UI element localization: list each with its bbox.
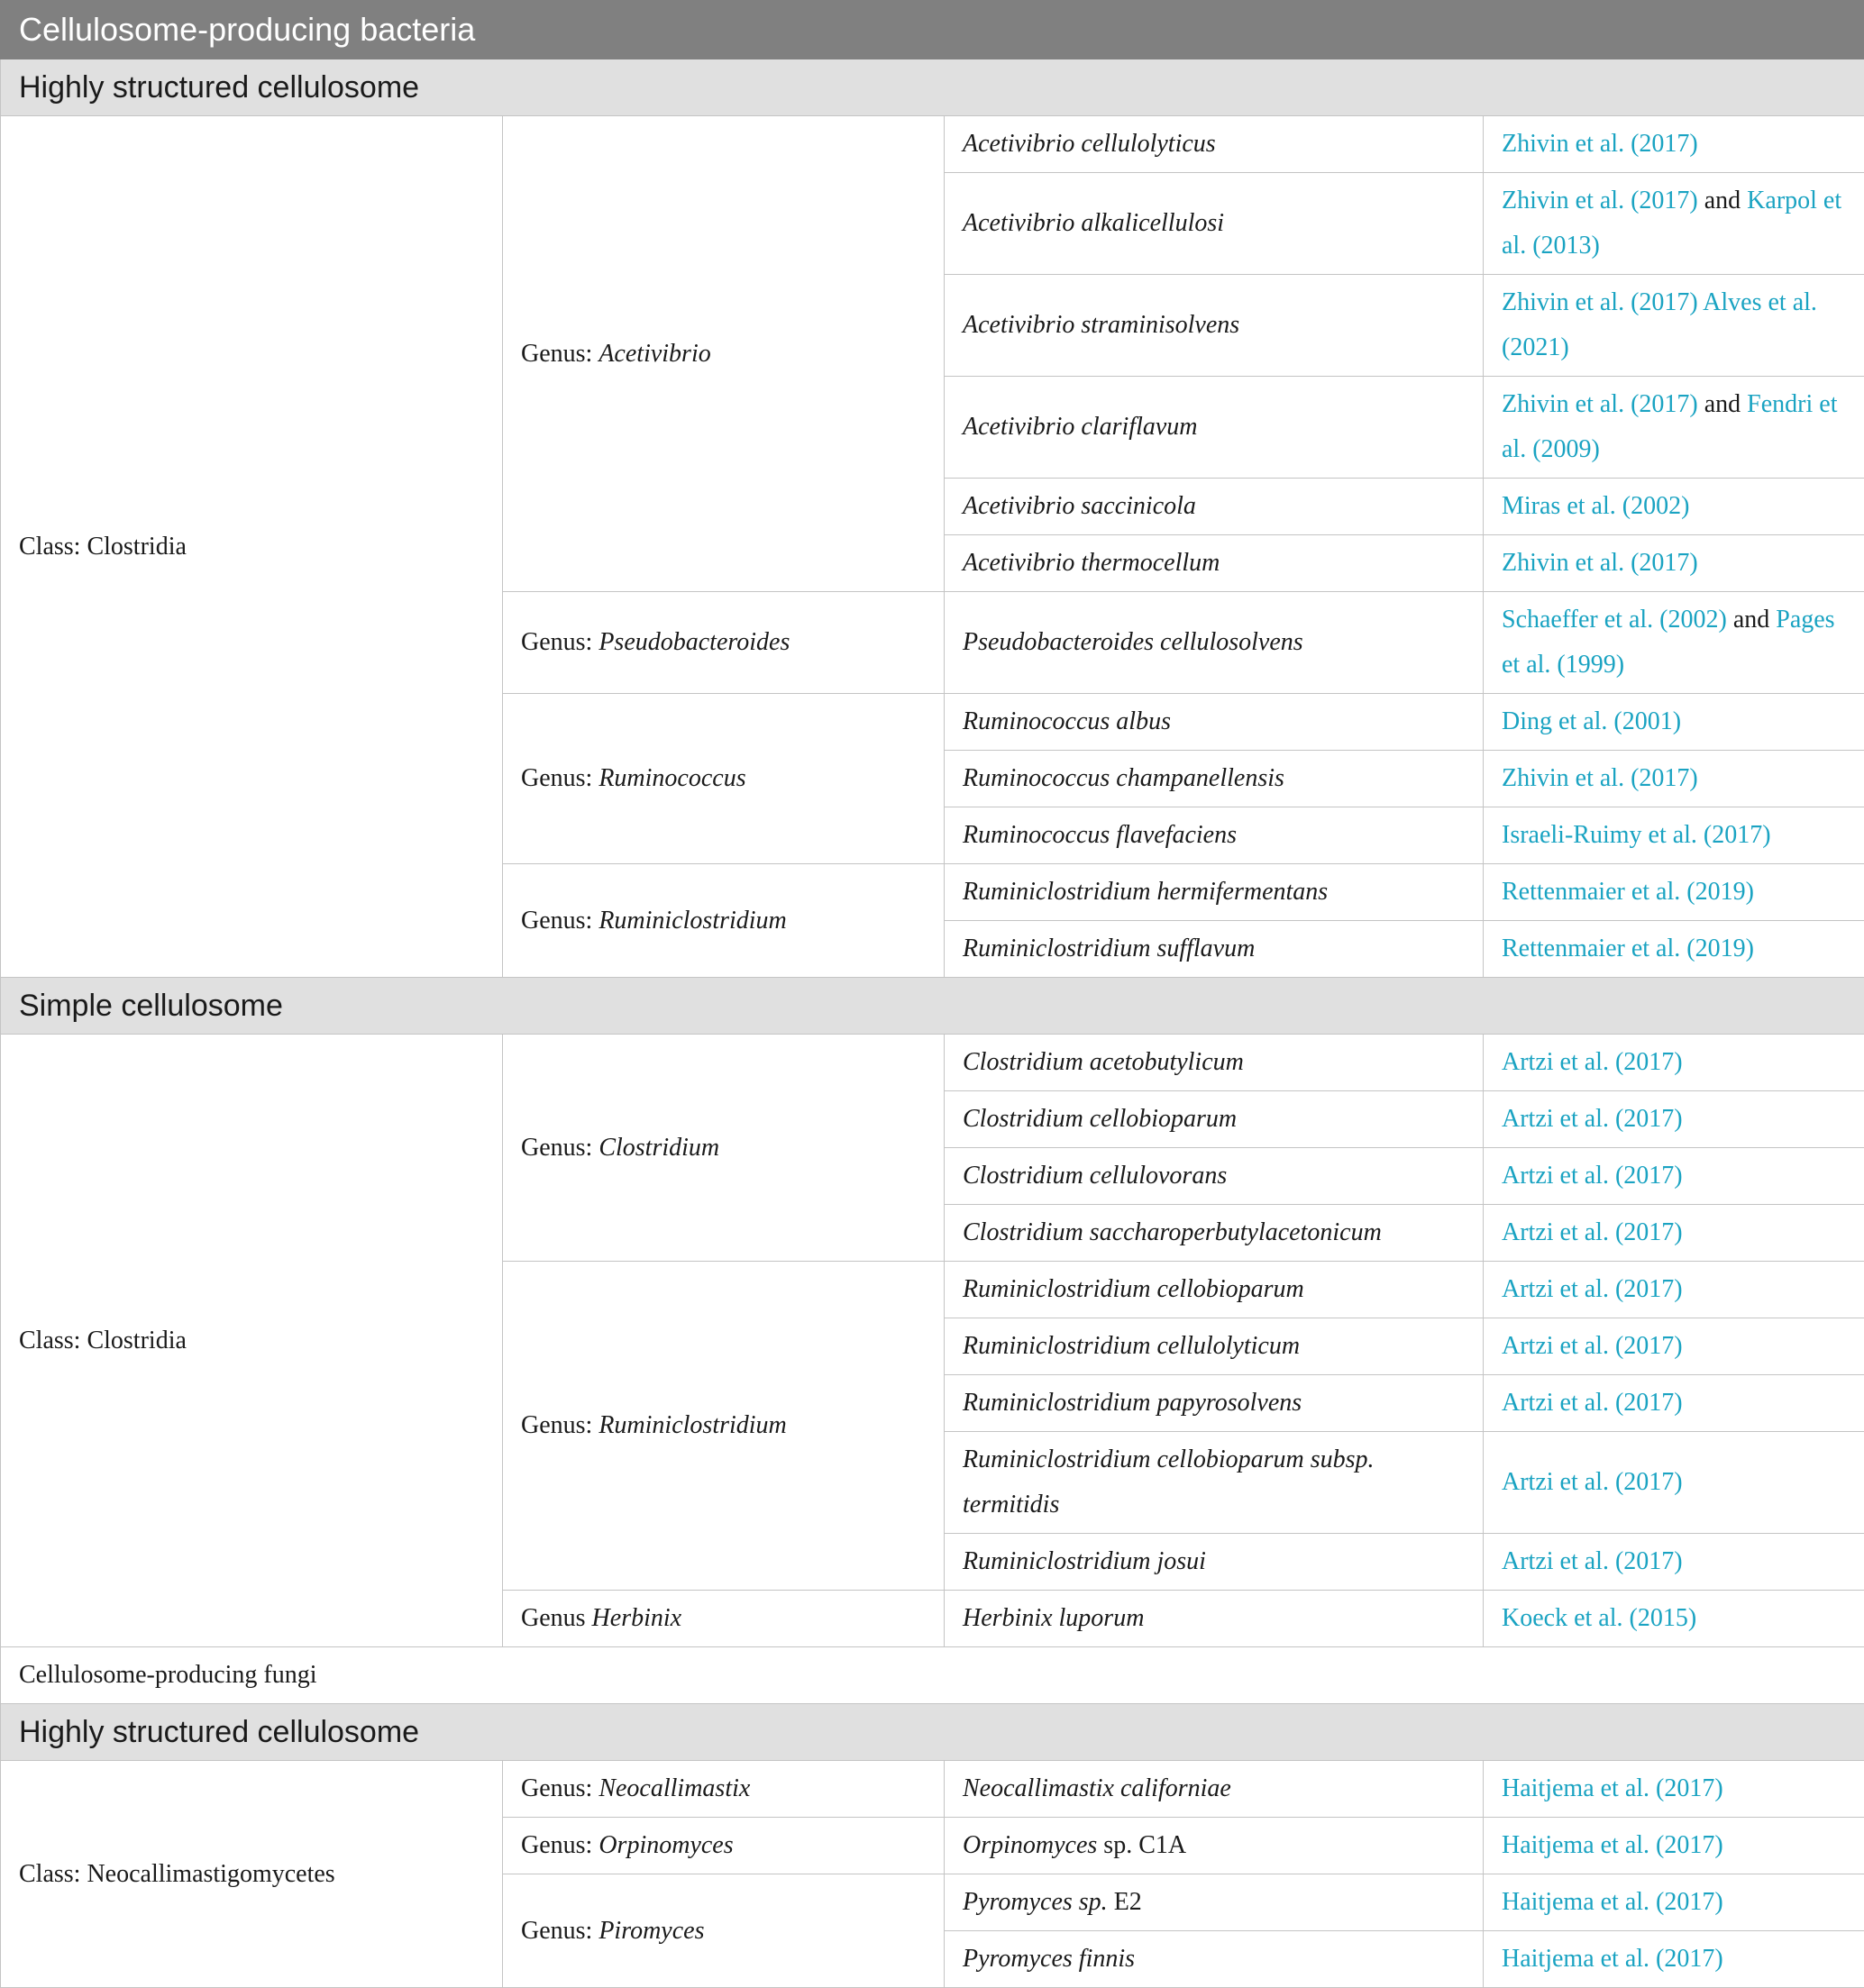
species-cell: Ruminococcus flavefaciens	[945, 807, 1484, 864]
genus-name: Clostridium	[598, 1134, 719, 1162]
species-cell: Clostridium cellulovorans	[945, 1148, 1484, 1205]
genus-name: Acetivibrio	[598, 340, 710, 368]
species-cell: Acetivibrio alkalicellulosi	[945, 173, 1484, 275]
reference-link[interactable]: Zhivin et al. (2017) Alves et al. (2021)	[1502, 288, 1817, 361]
reference-cell	[1484, 694, 1864, 751]
reference-cell	[1484, 864, 1864, 921]
reference-cell	[1484, 1432, 1864, 1534]
class-cell: Class: Clostridia	[1, 1035, 503, 1647]
reference-link[interactable]: Artzi et al. (2017)	[1502, 1332, 1683, 1360]
reference-cell	[1484, 1205, 1864, 1262]
reference-cell	[1484, 1874, 1864, 1931]
genus-name: Orpinomyces	[598, 1831, 733, 1859]
species-cell: Acetivibrio straminisolvens	[945, 275, 1484, 377]
reference-cell	[1484, 479, 1864, 535]
genus-name: Piromyces	[598, 1917, 704, 1945]
reference-cell	[1484, 116, 1864, 173]
reference-link[interactable]: Miras et al. (2002)	[1502, 492, 1689, 520]
species-cell: Acetivibrio clariflavum	[945, 377, 1484, 479]
reference-link[interactable]: Artzi et al. (2017)	[1502, 1218, 1683, 1246]
reference-link[interactable]: Schaeffer et al. (2002)	[1502, 606, 1727, 634]
reference-link[interactable]: Haitjema et al. (2017)	[1502, 1831, 1723, 1859]
reference-cell: Schaeffer et al. (2002) and Pages et al. (1999)	[1484, 592, 1864, 694]
reference-link[interactable]: Ding et al. (2001)	[1502, 707, 1681, 735]
reference-link[interactable]: Artzi et al. (2017)	[1502, 1547, 1683, 1575]
species-cell: Pyromyces sp. E2	[945, 1874, 1484, 1931]
species-cell: Ruminiclostridium cellobioparum	[945, 1262, 1484, 1318]
reference-link[interactable]: Zhivin et al. (2017)	[1502, 549, 1698, 577]
reference-link[interactable]: Koeck et al. (2015)	[1502, 1604, 1696, 1632]
reference-link[interactable]: Artzi et al. (2017)	[1502, 1162, 1683, 1190]
genus-name: Ruminiclostridium	[598, 907, 786, 935]
reference-link[interactable]: Artzi et al. (2017)	[1502, 1048, 1683, 1076]
reference-cell	[1484, 275, 1864, 377]
species-cell: Ruminococcus albus	[945, 694, 1484, 751]
species-cell: Acetivibrio thermocellum	[945, 535, 1484, 592]
species-cell: Herbinix luporum	[945, 1591, 1484, 1647]
genus-cell: Genus: Piromyces	[503, 1874, 945, 1988]
species-cell: Neocallimastix californiae	[945, 1761, 1484, 1818]
reference-link[interactable]: Rettenmaier et al. (2019)	[1502, 935, 1754, 962]
reference-cell	[1484, 535, 1864, 592]
reference-link[interactable]: Zhivin et al. (2017)	[1502, 764, 1698, 792]
genus-cell: Genus: Neocallimastix	[503, 1761, 945, 1818]
reference-link[interactable]: Zhivin et al. (2017)	[1502, 390, 1698, 418]
fungi-header: Cellulosome-producing fungi	[1, 1647, 1864, 1704]
reference-link[interactable]: Haitjema et al. (2017)	[1502, 1945, 1723, 1973]
reference-cell	[1484, 921, 1864, 978]
species-cell: Ruminiclostridium cellobioparum subsp. termitidis	[945, 1432, 1484, 1534]
species-cell: Ruminiclostridium cellulolyticum	[945, 1318, 1484, 1375]
table-title: Cellulosome-producing bacteria	[1, 1, 1864, 59]
section-header: Highly structured cellulosome	[1, 1704, 1864, 1761]
reference-link[interactable]: Pages et al. (1999)	[1502, 606, 1835, 679]
species-cell: Ruminiclostridium sufflavum	[945, 921, 1484, 978]
species-cell: Ruminiclostridium josui	[945, 1534, 1484, 1591]
reference-cell	[1484, 1091, 1864, 1148]
reference-link[interactable]: Artzi et al. (2017)	[1502, 1105, 1683, 1133]
class-cell: Class: Clostridia	[1, 116, 503, 978]
genus-cell: Genus: Orpinomyces	[503, 1818, 945, 1874]
species-cell: Pyromyces finnis	[945, 1931, 1484, 1988]
reference-cell	[1484, 1035, 1864, 1091]
species-cell: Orpinomyces sp. C1A	[945, 1818, 1484, 1874]
reference-cell	[1484, 1818, 1864, 1874]
genus-name: Ruminiclostridium	[598, 1411, 786, 1439]
reference-link[interactable]: Haitjema et al. (2017)	[1502, 1888, 1723, 1916]
reference-link[interactable]: Fendri et al. (2009)	[1502, 390, 1837, 463]
section-header: Simple cellulosome	[1, 978, 1864, 1035]
reference-cell	[1484, 1931, 1864, 1988]
species-cell: Clostridium cellobioparum	[945, 1091, 1484, 1148]
species-cell: Pseudobacteroides cellulosolvens	[945, 592, 1484, 694]
reference-link[interactable]: Rettenmaier et al. (2019)	[1502, 878, 1754, 906]
genus-cell: Genus: Ruminococcus	[503, 694, 945, 864]
reference-link[interactable]: Haitjema et al. (2017)	[1502, 1774, 1723, 1802]
genus-cell: Genus: Ruminiclostridium	[503, 864, 945, 978]
genus-name: Neocallimastix	[598, 1774, 750, 1802]
reference-cell	[1484, 1375, 1864, 1432]
species-cell: Ruminiclostridium papyrosolvens	[945, 1375, 1484, 1432]
species-cell: Ruminococcus champanellensis	[945, 751, 1484, 807]
reference-cell: Zhivin et al. (2017) and Fendri et al. (2009)	[1484, 377, 1864, 479]
reference-link[interactable]: Artzi et al. (2017)	[1502, 1389, 1683, 1417]
section-header: Highly structured cellulosome	[1, 59, 1864, 116]
genus-cell: Genus: Clostridium	[503, 1035, 945, 1262]
reference-link[interactable]: Zhivin et al. (2017)	[1502, 187, 1698, 214]
reference-link[interactable]: Karpol et al. (2013)	[1502, 187, 1841, 260]
species-cell: Clostridium saccharoperbutylacetonicum	[945, 1205, 1484, 1262]
reference-cell	[1484, 1761, 1864, 1818]
reference-cell	[1484, 807, 1864, 864]
genus-cell: Genus: Pseudobacteroides	[503, 592, 945, 694]
genus-name: Ruminococcus	[598, 764, 745, 792]
species-cell: Clostridium acetobutylicum	[945, 1035, 1484, 1091]
genus-cell: Genus: Ruminiclostridium	[503, 1262, 945, 1591]
reference-cell	[1484, 1534, 1864, 1591]
genus-name: Herbinix	[592, 1604, 682, 1632]
reference-cell	[1484, 751, 1864, 807]
reference-cell: Zhivin et al. (2017) and Karpol et al. (2013)	[1484, 173, 1864, 275]
reference-cell	[1484, 1148, 1864, 1205]
class-cell: Class: Neocallimastigomycetes	[1, 1761, 503, 1988]
species-cell: Acetivibrio saccinicola	[945, 479, 1484, 535]
reference-link[interactable]: Zhivin et al. (2017)	[1502, 130, 1698, 158]
reference-link[interactable]: Artzi et al. (2017)	[1502, 1468, 1683, 1496]
species-cell: Acetivibrio cellulolyticus	[945, 116, 1484, 173]
genus-cell: Genus Herbinix	[503, 1591, 945, 1647]
reference-link[interactable]: Israeli-Ruimy et al. (2017)	[1502, 821, 1771, 849]
reference-cell	[1484, 1318, 1864, 1375]
reference-link[interactable]: Artzi et al. (2017)	[1502, 1275, 1683, 1303]
genus-name: Pseudobacteroides	[598, 628, 790, 656]
species-cell: Ruminiclostridium hermifermentans	[945, 864, 1484, 921]
genus-cell: Genus: Acetivibrio	[503, 116, 945, 592]
reference-cell	[1484, 1591, 1864, 1647]
reference-cell	[1484, 1262, 1864, 1318]
